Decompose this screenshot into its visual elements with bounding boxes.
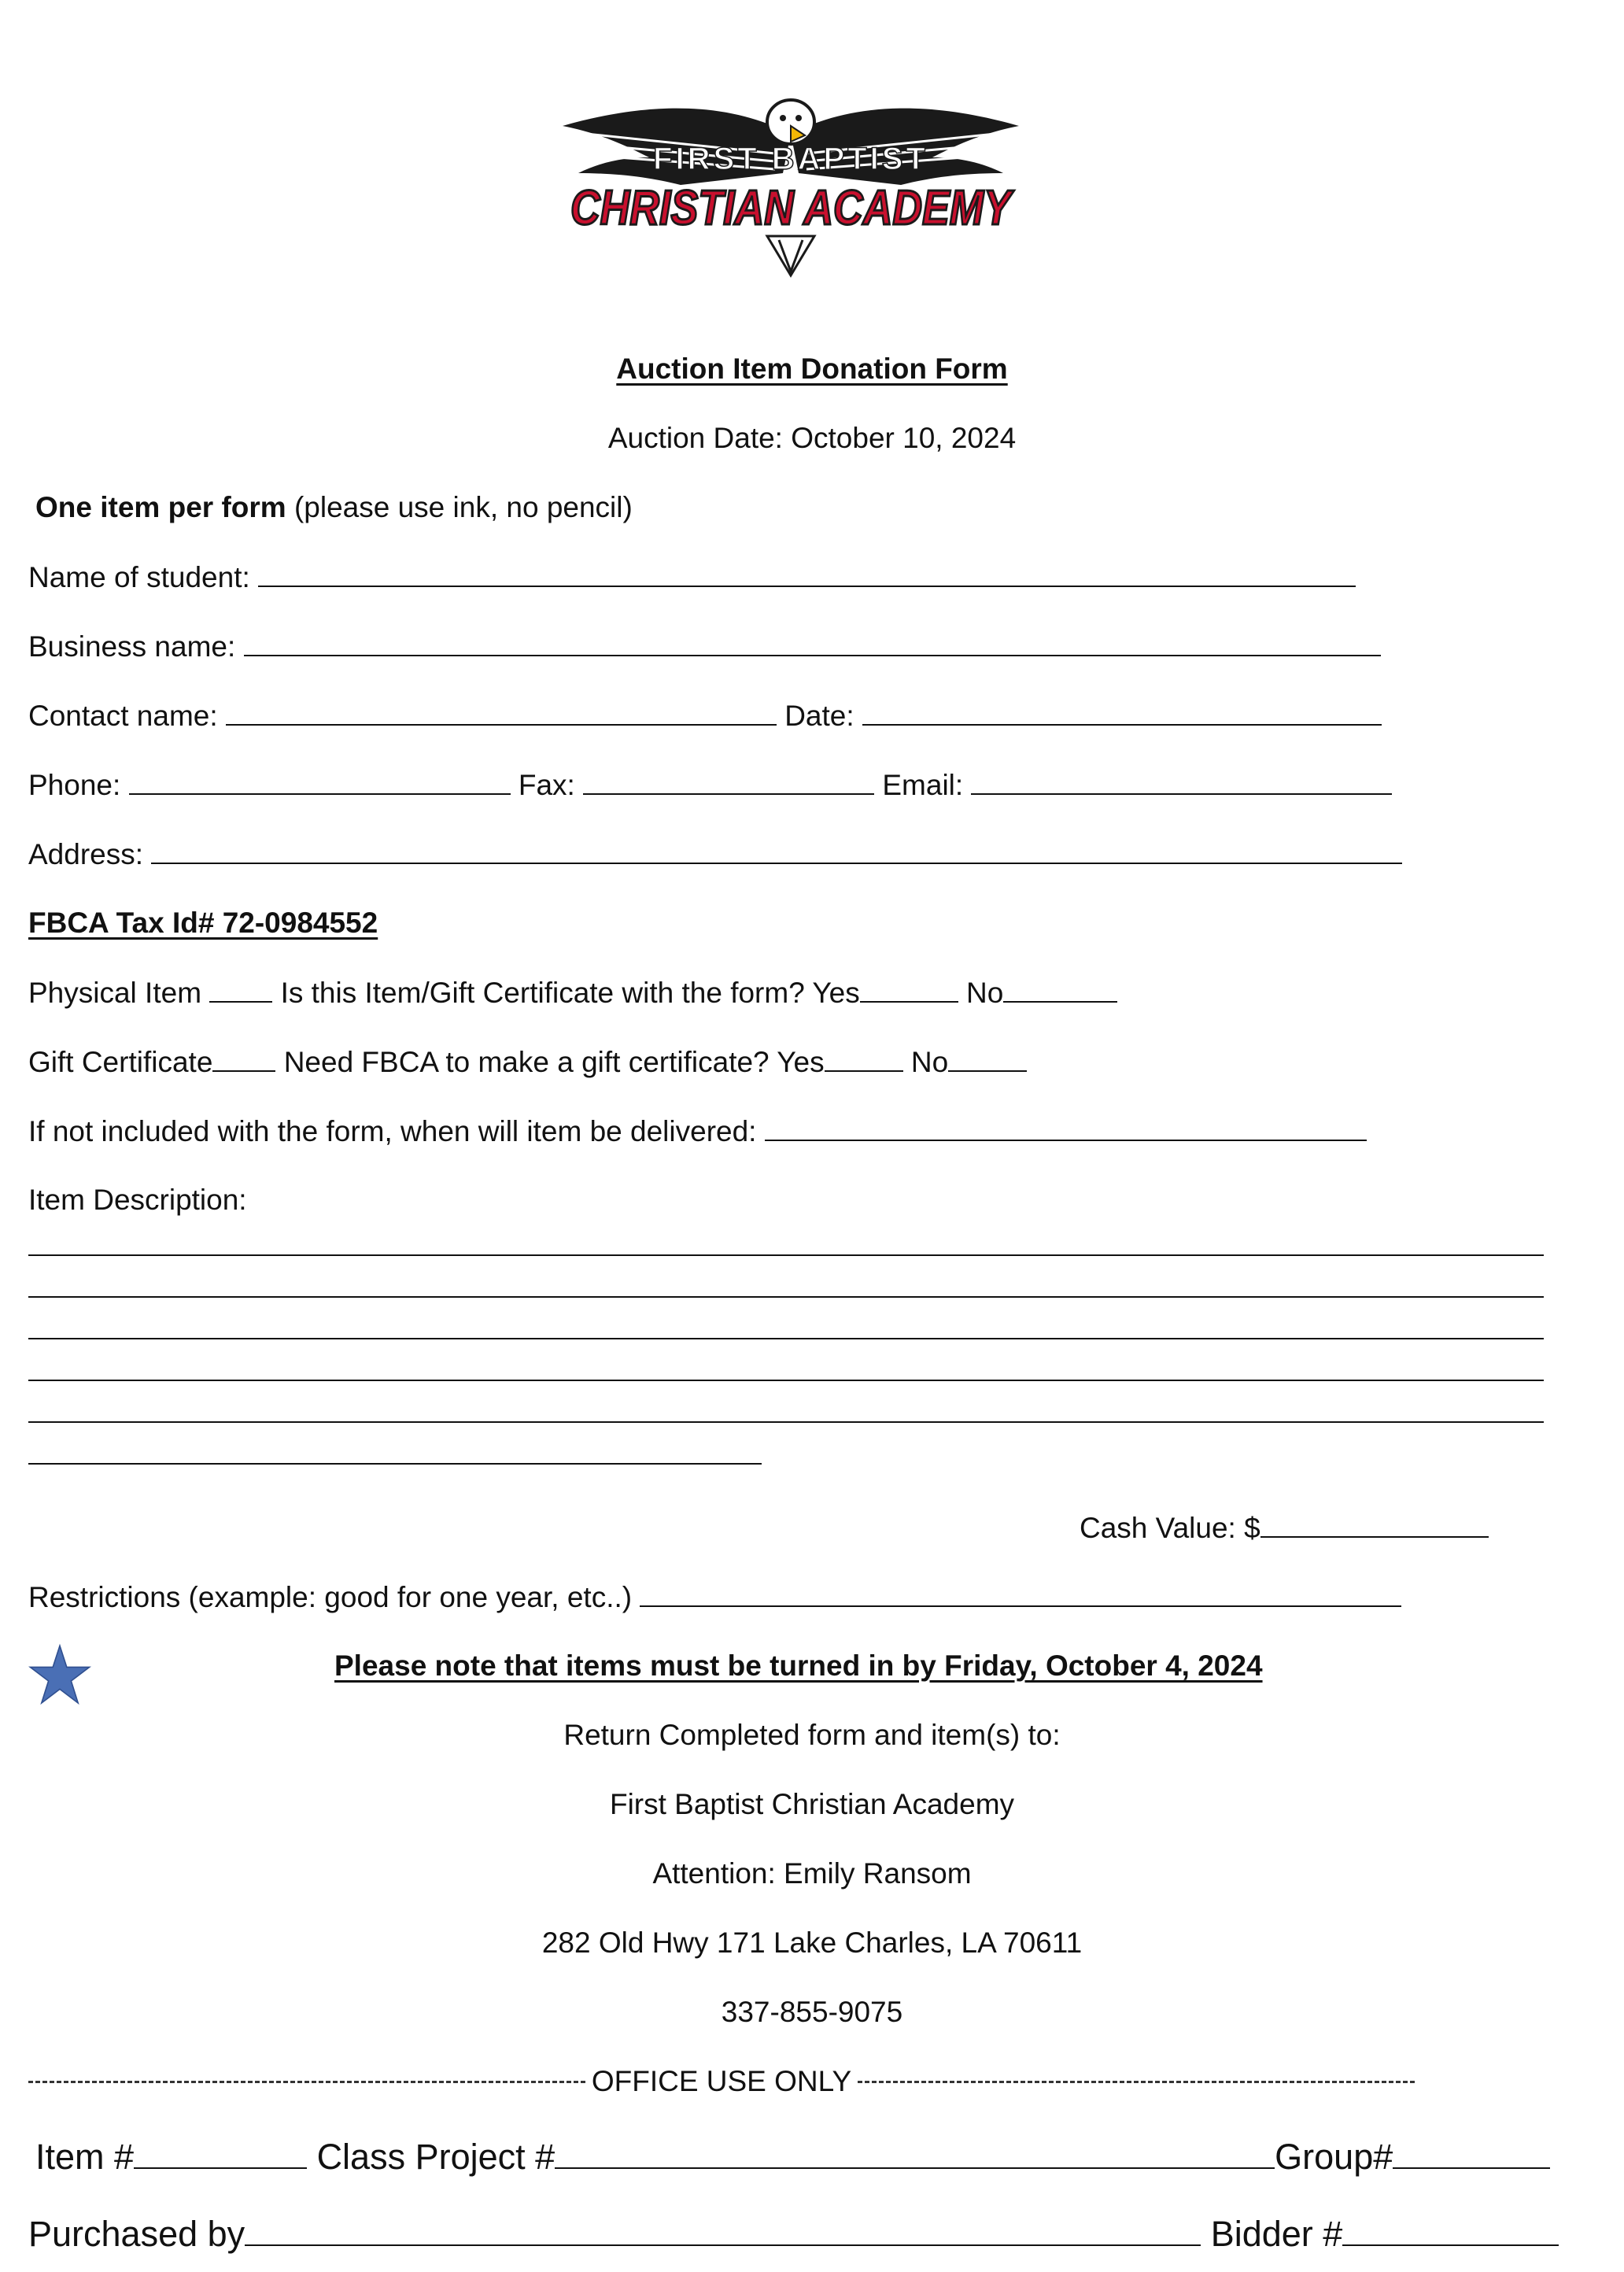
phone-row bbox=[28, 767, 1392, 804]
bidder-label: Bidder # bbox=[1210, 2214, 1343, 2254]
intro-line bbox=[35, 489, 633, 526]
logo-line1: FIRST BAPTIST bbox=[653, 142, 928, 176]
star-icon bbox=[28, 1643, 91, 1706]
bidder-field[interactable] bbox=[1342, 2211, 1559, 2246]
return-address: 282 Old Hwy 171 Lake Charles, LA 70611 bbox=[541, 1927, 1083, 1959]
delivery-row bbox=[28, 1113, 1367, 1150]
intro-bold: One item per form bbox=[35, 491, 286, 523]
date-label: Date: bbox=[784, 700, 854, 732]
group-label: Group# bbox=[1275, 2137, 1393, 2177]
address-label: Address: bbox=[28, 838, 144, 870]
description-line-6[interactable] bbox=[28, 1463, 762, 1465]
form-title: Auction Item Donation Form bbox=[616, 353, 1008, 385]
school-logo bbox=[555, 79, 1027, 283]
item-number-field[interactable] bbox=[134, 2134, 307, 2169]
intro-rest: (please use ink, no pencil) bbox=[286, 491, 633, 523]
student-label: Name of student: bbox=[28, 561, 250, 593]
physical-no-field[interactable] bbox=[1003, 974, 1117, 1003]
divider-right bbox=[858, 2081, 1415, 2083]
delivery-field[interactable] bbox=[765, 1113, 1367, 1141]
class-project-label: Class Project # bbox=[316, 2137, 555, 2177]
physical-no-label: No bbox=[966, 977, 1004, 1009]
office-row-2 bbox=[28, 2211, 1559, 2256]
group-field[interactable] bbox=[1393, 2134, 1550, 2169]
contact-field[interactable] bbox=[226, 697, 777, 726]
physical-label: Physical Item bbox=[28, 977, 202, 1009]
gift-no-label: No bbox=[910, 1046, 949, 1078]
deadline-note: Please note that items must be turned in by Friday, October 4, 2024 bbox=[334, 1650, 1263, 1682]
item-number-label: Item # bbox=[35, 2137, 135, 2177]
business-field[interactable] bbox=[244, 628, 1381, 656]
return-phone: 337-855-9075 bbox=[721, 1996, 903, 2028]
cash-value-row bbox=[1080, 1509, 1489, 1546]
restrictions-label: Restrictions (example: good for one year, etc..) bbox=[28, 1581, 633, 1613]
email-field[interactable] bbox=[971, 767, 1392, 795]
gift-question: Need FBCA to make a gift certificate? Yes bbox=[283, 1046, 825, 1078]
divider-left bbox=[28, 2081, 585, 2083]
return-heading: Return Completed form and item(s) to: bbox=[563, 1719, 1061, 1751]
fax-field[interactable] bbox=[583, 767, 874, 795]
physical-row bbox=[28, 974, 1117, 1011]
contact-label: Contact name: bbox=[28, 700, 218, 732]
fax-label: Fax: bbox=[518, 769, 575, 801]
description-line-4[interactable] bbox=[28, 1380, 1544, 1381]
date-field[interactable] bbox=[862, 697, 1382, 726]
office-row-1 bbox=[35, 2134, 1550, 2179]
office-use-label: OFFICE USE ONLY bbox=[591, 2065, 852, 2097]
class-project-field[interactable] bbox=[555, 2134, 1275, 2169]
physical-yes-field[interactable] bbox=[860, 974, 958, 1003]
gift-row bbox=[28, 1044, 1027, 1081]
purchased-by-field[interactable] bbox=[245, 2211, 1201, 2246]
phone-label: Phone: bbox=[28, 769, 121, 801]
tax-id: FBCA Tax Id# 72-0984552 bbox=[28, 907, 378, 939]
description-line-2[interactable] bbox=[28, 1296, 1544, 1298]
gift-label: Gift Certificate bbox=[28, 1046, 213, 1078]
student-row bbox=[28, 559, 1356, 596]
logo-line2: CHRISTIAN ACADEMY bbox=[570, 181, 1015, 235]
restrictions-field[interactable] bbox=[640, 1579, 1401, 1607]
eagle-head-icon bbox=[767, 100, 814, 144]
physical-field[interactable] bbox=[209, 974, 272, 1003]
cash-value-field[interactable] bbox=[1260, 1509, 1489, 1538]
office-use-divider bbox=[28, 2063, 1415, 2100]
business-row bbox=[28, 628, 1381, 665]
eagle-tail-icon bbox=[767, 236, 814, 275]
business-label: Business name: bbox=[28, 630, 236, 663]
email-label: Email: bbox=[882, 769, 964, 801]
address-field[interactable] bbox=[151, 836, 1402, 864]
description-line-3[interactable] bbox=[28, 1338, 1544, 1339]
cash-value-label: Cash Value: $ bbox=[1080, 1512, 1260, 1544]
phone-field[interactable] bbox=[129, 767, 511, 795]
description-label: Item Description: bbox=[28, 1184, 247, 1216]
gift-no-field[interactable] bbox=[948, 1044, 1027, 1072]
return-org: First Baptist Christian Academy bbox=[609, 1788, 1015, 1820]
student-field[interactable] bbox=[258, 559, 1356, 587]
return-attention: Attention: Emily Ransom bbox=[652, 1857, 972, 1890]
address-row bbox=[28, 836, 1402, 873]
description-line-5[interactable] bbox=[28, 1421, 1544, 1423]
gift-field[interactable] bbox=[212, 1044, 275, 1072]
physical-question: Is this Item/Gift Certificate with the form? Yes bbox=[280, 977, 860, 1009]
purchased-by-label: Purchased by bbox=[28, 2214, 245, 2254]
gift-yes-field[interactable] bbox=[825, 1044, 903, 1072]
auction-date: Auction Date: October 10, 2024 bbox=[607, 422, 1017, 454]
delivery-label: If not included with the form, when will item be delivered: bbox=[28, 1115, 757, 1147]
contact-row bbox=[28, 697, 1382, 734]
description-line-1[interactable] bbox=[28, 1254, 1544, 1256]
restrictions-row bbox=[28, 1579, 1401, 1616]
